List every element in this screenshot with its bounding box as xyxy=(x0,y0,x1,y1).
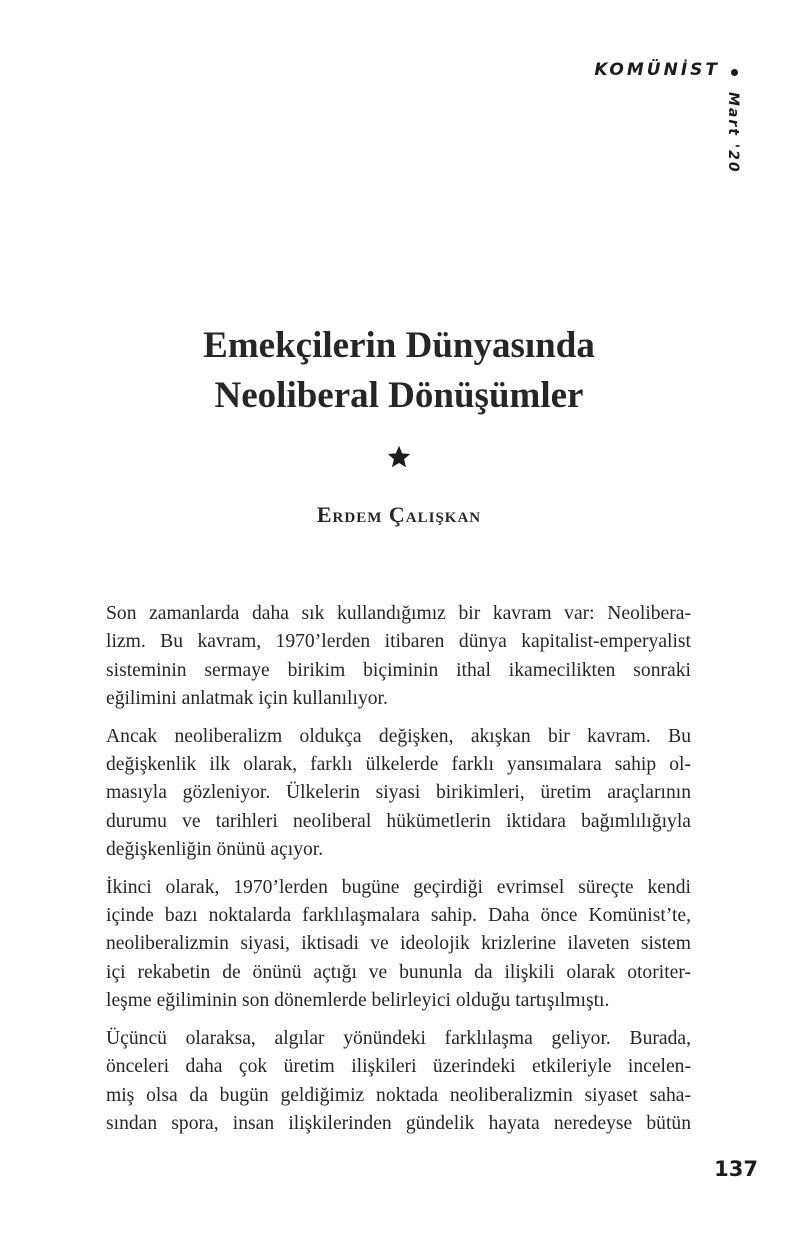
text-line: Ancak neoliberalizm oldukça değişken, akışkan bir kavram. Bu xyxy=(106,725,691,747)
page-number: 137 xyxy=(714,1157,758,1181)
issue-date: Mart '20 xyxy=(725,92,741,174)
text-line: miş olsa da bugün geldiğimiz noktada neoliberalizmin siyaset saha- xyxy=(106,1084,691,1106)
text-line: İkinci olarak, 1970’lerden bugüne geçirdiği evrimsel süreçte kendi xyxy=(106,876,691,898)
paragraph-1 xyxy=(106,600,691,714)
article-title-line-2: Neoliberal Dönüşümler xyxy=(214,375,584,416)
paragraph-4 xyxy=(106,1025,691,1139)
text-line: masıyla gözleniyor. Ülkelerin siyasi birikimleri, üretim araçlarının xyxy=(106,782,691,804)
header-separator-dot xyxy=(731,69,738,76)
journal-name: KOMÜNİST xyxy=(594,60,720,80)
text-line: önceleri daha çok üretim ilişkileri üzerindeki etkileriyle incelen- xyxy=(106,1056,691,1078)
text-line: sından spora, insan ilişkilerinden gündelik hayata neredeyse bütün xyxy=(106,1112,691,1134)
star-icon xyxy=(386,444,412,470)
text-line: içi rekabetin de önünü açtığı ve bununla da ilişkili olarak otoriter- xyxy=(106,961,691,983)
article-title xyxy=(0,321,798,421)
text-line: leşme eğiliminin son dönemlerde belirleyici olduğu tartışılmıştı. xyxy=(106,990,610,1012)
text-line: eğilimini anlatmak için kullanılıyor. xyxy=(106,688,388,710)
paragraph-3 xyxy=(106,874,691,1016)
text-line: Son zamanlarda daha sık kullandığımız bir kavram var: Neolibera- xyxy=(106,603,691,624)
text-line: değişkenlik ilk olarak, farklı ülkelerde farklı yansımalara sahip ol- xyxy=(106,754,691,776)
text-line: değişkenliğin önünü açıyor. xyxy=(106,839,324,861)
text-line: içinde bazı noktalarda farklılaşmalara sahip. Daha önce Komünist’te, xyxy=(106,905,691,927)
paragraph-2 xyxy=(106,723,691,865)
text-line: sisteminin sermaye birikim biçiminin ithal ikamecilikten sonraki xyxy=(106,659,691,681)
article-body xyxy=(106,600,691,1147)
text-line: Üçüncü olaraksa, algılar yönündeki farklılaşma geliyor. Burada, xyxy=(106,1027,691,1049)
text-line: durumu ve tarihleri neoliberal hükümetlerin iktidara bağımlılığıyla xyxy=(106,810,691,832)
text-line: lizm. Bu kavram, 1970’lerden itibaren dünya kapitalist-emperyalist xyxy=(106,631,691,653)
text-line: neoliberalizmin siyasi, iktisadi ve ideolojik krizlerine ilaveten sistem xyxy=(106,933,691,955)
article-author: Erdem Çalışkan xyxy=(316,502,482,527)
article-title-line-1: Emekçilerin Dünyasında xyxy=(203,325,595,366)
